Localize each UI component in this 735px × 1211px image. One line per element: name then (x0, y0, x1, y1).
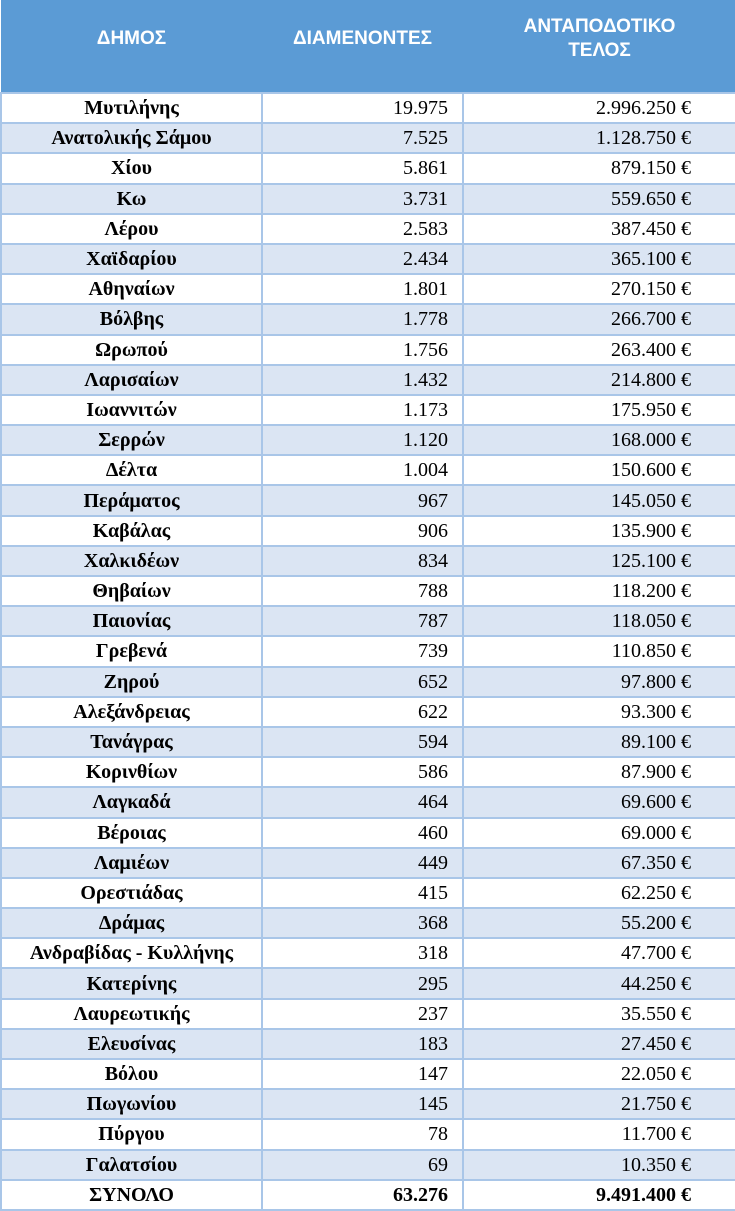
municipality-cell: Καβάλας (1, 516, 262, 546)
table-row (1, 1029, 735, 1059)
fee-cell: 879.150 € (463, 153, 735, 183)
municipality-cell: Αλεξάνδρειας (1, 697, 262, 727)
residents-cell: 967 (262, 485, 463, 515)
fee-cell: 145.050 € (463, 485, 735, 515)
table-row (1, 1119, 735, 1149)
table-row (1, 1089, 735, 1119)
residents-cell: 788 (262, 576, 463, 606)
fee-cell: 47.700 € (463, 938, 735, 968)
fee-cell: 69.600 € (463, 787, 735, 817)
residents-cell: 7.525 (262, 123, 463, 153)
table-row (1, 335, 735, 365)
residents-cell: 237 (262, 999, 463, 1029)
fee-cell: 10.350 € (463, 1150, 735, 1180)
fee-cell: 67.350 € (463, 848, 735, 878)
residents-cell: 3.731 (262, 184, 463, 214)
fee-cell: 44.250 € (463, 968, 735, 998)
municipality-cell: Κατερίνης (1, 968, 262, 998)
header-fee-line2: ΤΕΛΟΣ (568, 40, 631, 61)
residents-cell: 594 (262, 727, 463, 757)
total-fee: 9.491.400 € (463, 1180, 735, 1210)
residents-cell: 2.434 (262, 244, 463, 274)
header-fee (463, 0, 735, 93)
header-municipality: ΔΗΜΟΣ (1, 0, 262, 93)
residents-cell: 1.756 (262, 335, 463, 365)
table-row (1, 1150, 735, 1180)
municipality-cell: Χίου (1, 153, 262, 183)
table-row (1, 697, 735, 727)
municipality-cell: Κορινθίων (1, 757, 262, 787)
municipality-cell: Λαγκαδά (1, 787, 262, 817)
fee-cell: 2.996.250 € (463, 93, 735, 123)
residents-cell: 622 (262, 697, 463, 727)
total-residents: 63.276 (262, 1180, 463, 1210)
header-residents: ΔΙΑΜΕΝΟΝΤΕΣ (262, 0, 463, 93)
header-fee-line1: ΑΝΤΑΠΟΔΟΤΙΚΟ (523, 16, 676, 37)
municipality-cell: Ανατολικής Σάμου (1, 123, 262, 153)
municipality-cell: Βόλβης (1, 304, 262, 334)
table-row (1, 787, 735, 817)
residents-cell: 460 (262, 818, 463, 848)
table-row (1, 908, 735, 938)
municipality-cell: Σερρών (1, 425, 262, 455)
municipality-cell: Γαλατσίου (1, 1150, 262, 1180)
table-row (1, 274, 735, 304)
fee-cell: 35.550 € (463, 999, 735, 1029)
fee-cell: 62.250 € (463, 878, 735, 908)
residents-cell: 787 (262, 606, 463, 636)
table-row (1, 968, 735, 998)
municipality-cell: Γρεβενά (1, 636, 262, 666)
municipality-cell: Ιωαννιτών (1, 395, 262, 425)
table-row (1, 184, 735, 214)
fee-cell: 21.750 € (463, 1089, 735, 1119)
residents-cell: 2.583 (262, 214, 463, 244)
total-row (1, 1180, 735, 1210)
table-row (1, 727, 735, 757)
table-row (1, 123, 735, 153)
municipality-cell: Χαϊδαρίου (1, 244, 262, 274)
residents-cell: 318 (262, 938, 463, 968)
residents-cell: 147 (262, 1059, 463, 1089)
table-row (1, 1059, 735, 1089)
table-row (1, 516, 735, 546)
table-row (1, 365, 735, 395)
residents-cell: 368 (262, 908, 463, 938)
municipality-cell: Θηβαίων (1, 576, 262, 606)
fee-cell: 150.600 € (463, 455, 735, 485)
table-row (1, 546, 735, 576)
municipality-cell: Περάματος (1, 485, 262, 515)
table-row (1, 244, 735, 274)
table-row (1, 93, 735, 123)
fee-cell: 97.800 € (463, 667, 735, 697)
residents-cell: 69 (262, 1150, 463, 1180)
municipality-cell: Πωγωνίου (1, 1089, 262, 1119)
fee-cell: 266.700 € (463, 304, 735, 334)
municipality-cell: Χαλκιδέων (1, 546, 262, 576)
residents-cell: 1.120 (262, 425, 463, 455)
municipality-cell: Λαυρεωτικής (1, 999, 262, 1029)
fee-cell: 87.900 € (463, 757, 735, 787)
table-row (1, 606, 735, 636)
fee-cell: 135.900 € (463, 516, 735, 546)
municipality-cell: Ωρωπού (1, 335, 262, 365)
fee-cell: 270.150 € (463, 274, 735, 304)
table-row (1, 757, 735, 787)
residents-cell: 183 (262, 1029, 463, 1059)
municipality-cell: Ανδραβίδας - Κυλλήνης (1, 938, 262, 968)
municipality-cell: Ελευσίνας (1, 1029, 262, 1059)
municipality-cell: Πύργου (1, 1119, 262, 1149)
municipality-cell: Λαρισαίων (1, 365, 262, 395)
table-row (1, 455, 735, 485)
fee-cell: 168.000 € (463, 425, 735, 455)
fee-cell: 118.050 € (463, 606, 735, 636)
residents-cell: 586 (262, 757, 463, 787)
fee-cell: 27.450 € (463, 1029, 735, 1059)
residents-cell: 1.778 (262, 304, 463, 334)
fee-cell: 11.700 € (463, 1119, 735, 1149)
municipality-cell: Αθηναίων (1, 274, 262, 304)
fee-cell: 387.450 € (463, 214, 735, 244)
residents-cell: 295 (262, 968, 463, 998)
municipality-cell: Βόλου (1, 1059, 262, 1089)
residents-cell: 5.861 (262, 153, 463, 183)
fee-cell: 55.200 € (463, 908, 735, 938)
fee-cell: 263.400 € (463, 335, 735, 365)
fee-cell: 214.800 € (463, 365, 735, 395)
municipality-cell: Παιονίας (1, 606, 262, 636)
municipality-cell: Ορεστιάδας (1, 878, 262, 908)
residents-cell: 78 (262, 1119, 463, 1149)
header-row (1, 0, 735, 93)
residents-cell: 834 (262, 546, 463, 576)
total-label: ΣΥΝΟΛΟ (1, 1180, 262, 1210)
table-row (1, 848, 735, 878)
municipality-cell: Δέλτα (1, 455, 262, 485)
residents-cell: 19.975 (262, 93, 463, 123)
fee-cell: 175.950 € (463, 395, 735, 425)
fee-cell: 93.300 € (463, 697, 735, 727)
fee-cell: 365.100 € (463, 244, 735, 274)
municipality-cell: Κω (1, 184, 262, 214)
table-row (1, 304, 735, 334)
residents-cell: 1.004 (262, 455, 463, 485)
residents-cell: 415 (262, 878, 463, 908)
residents-cell: 449 (262, 848, 463, 878)
municipality-cell: Μυτιλήνης (1, 93, 262, 123)
table-row (1, 485, 735, 515)
municipality-cell: Λαμιέων (1, 848, 262, 878)
table-row (1, 667, 735, 697)
municipality-cell: Λέρου (1, 214, 262, 244)
table-row (1, 878, 735, 908)
table-row (1, 999, 735, 1029)
residents-cell: 1.801 (262, 274, 463, 304)
fee-cell: 110.850 € (463, 636, 735, 666)
fee-cell: 1.128.750 € (463, 123, 735, 153)
municipality-cell: Δράμας (1, 908, 262, 938)
fee-cell: 118.200 € (463, 576, 735, 606)
residents-cell: 739 (262, 636, 463, 666)
residents-cell: 1.432 (262, 365, 463, 395)
residents-cell: 1.173 (262, 395, 463, 425)
fee-cell: 559.650 € (463, 184, 735, 214)
table-row (1, 395, 735, 425)
residents-cell: 464 (262, 787, 463, 817)
table-row (1, 818, 735, 848)
municipality-cell: Ζηρού (1, 667, 262, 697)
fee-cell: 89.100 € (463, 727, 735, 757)
table-row (1, 938, 735, 968)
table-row (1, 153, 735, 183)
table-row (1, 636, 735, 666)
residents-cell: 145 (262, 1089, 463, 1119)
table-row (1, 214, 735, 244)
fee-cell: 22.050 € (463, 1059, 735, 1089)
table-row (1, 576, 735, 606)
table-header (1, 0, 735, 93)
fee-cell: 69.000 € (463, 818, 735, 848)
residents-cell: 652 (262, 667, 463, 697)
municipality-cell: Τανάγρας (1, 727, 262, 757)
municipality-cell: Βέροιας (1, 818, 262, 848)
table-body (1, 93, 735, 1210)
residents-cell: 906 (262, 516, 463, 546)
fee-cell: 125.100 € (463, 546, 735, 576)
table-row (1, 425, 735, 455)
